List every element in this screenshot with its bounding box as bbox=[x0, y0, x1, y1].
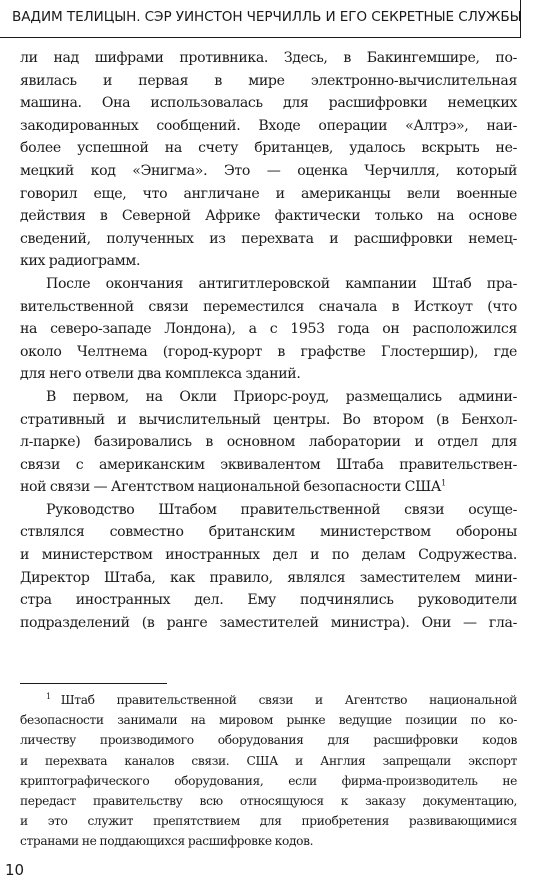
text-line: Руководство Штабом правительственной связи осуще- bbox=[46, 501, 517, 518]
running-head-title: ВАДИМ ТЕЛИЦЫН. СЭР УИНСТОН ЧЕРЧИЛЛЬ И ЕГО СЕКРЕТНЫЕ СЛУЖБЫ bbox=[12, 9, 522, 25]
text-line: подразделений (в ранге заместителей министра). Они — гла- bbox=[20, 614, 517, 631]
footnote-marker: 1 bbox=[46, 691, 51, 701]
text-line: ких радиограмм. bbox=[20, 253, 141, 270]
text-line bbox=[20, 476, 517, 499]
page-number: 10 bbox=[5, 861, 25, 879]
text-line: машина. Она использовалась для расшифровки немецких bbox=[20, 95, 517, 112]
paragraph-1 bbox=[20, 47, 517, 273]
text-line: явилась и первая в мире электронно-вычислительная bbox=[20, 72, 517, 89]
text-line: л-парке) базировались в основном лаборатории и отдел для bbox=[20, 434, 517, 451]
text-line: стра иностранных дел. Ему подчинялись руководители bbox=[20, 592, 517, 609]
text-line: связи с американским эквивалентом Штаба правительствен- bbox=[20, 456, 517, 473]
text-line: мецкий код «Энигма». Это — оценка Черчилля, который bbox=[20, 162, 517, 179]
text-line: ствлялся совместно британским министерством обороны bbox=[20, 524, 517, 541]
footnote-divider bbox=[20, 683, 167, 684]
text-line: для него отвели два комплекса зданий. bbox=[20, 366, 301, 383]
text-line: В первом, на Окли Приорс-роуд, размещались админи- bbox=[46, 388, 517, 405]
main-text bbox=[20, 47, 517, 634]
text-line: и министерством иностранных дел и по делам Содружества. bbox=[20, 547, 517, 564]
footnote-line: личеству производимого оборудования для расшифровки кодов bbox=[20, 733, 517, 748]
text-line: Директор Штаба, как правило, являлся заместителем мини- bbox=[20, 569, 517, 586]
footnote bbox=[20, 690, 517, 852]
text-line-content: ной связи — Агентством национальной безопасности США bbox=[20, 479, 442, 496]
paragraph-4 bbox=[20, 499, 517, 635]
text-line: стративный и вычислительный центры. Во втором (в Бенхол- bbox=[20, 411, 517, 428]
footnote-line: криптографического оборудования, если фирма-производитель не bbox=[20, 773, 517, 788]
footnote-line: странами не поддающихся расшифровке кодов. bbox=[20, 834, 314, 849]
running-head bbox=[0, 0, 521, 38]
text-line: ли над шифрами противника. Здесь, в Бакингемшире, по- bbox=[20, 50, 517, 66]
text-line: говорил еще, что англичане и американцы вели военные bbox=[20, 185, 517, 202]
footnote-line: и перехвата каналов связи. США и Англия запрещали экспорт bbox=[20, 753, 517, 768]
text-line: более успешной на счету британцев, удалось вскрыть не- bbox=[20, 140, 517, 157]
text-line: около Челтнема (город-курорт в графстве Глостершир), где bbox=[20, 343, 517, 360]
footnote-line bbox=[20, 690, 517, 710]
paragraph-2 bbox=[20, 273, 517, 386]
footnote-reference[interactable]: 1 bbox=[441, 478, 446, 488]
text-line: закодированных сообщений. Входе операции «Алтрэ», наи- bbox=[20, 117, 517, 134]
text-line: действия в Северной Африке фактически только на основе bbox=[20, 208, 517, 225]
text-line: вительственной связи переместился сначала в Исткоут (что bbox=[20, 298, 517, 315]
footnote-line: безопасности занимали на мировом рынке ведущие позиции по ко- bbox=[20, 713, 517, 728]
footnote-line: и это служит препятствием для приобретения развивающимися bbox=[20, 814, 517, 829]
paragraph-3 bbox=[20, 386, 517, 499]
footnote-line: передаст правительству всю относящуюся к заказу документацию, bbox=[20, 793, 517, 808]
footnote-line-content: Штаб правительственной связи и Агентство национальной bbox=[60, 693, 517, 707]
text-line: сведений, полученных из перехвата и расшифровки немец- bbox=[20, 230, 517, 247]
text-line: на северо-западе Лондона), а с 1953 года он расположился bbox=[20, 321, 517, 338]
text-line: После окончания антигитлеровской кампании Штаб пра- bbox=[46, 275, 517, 292]
